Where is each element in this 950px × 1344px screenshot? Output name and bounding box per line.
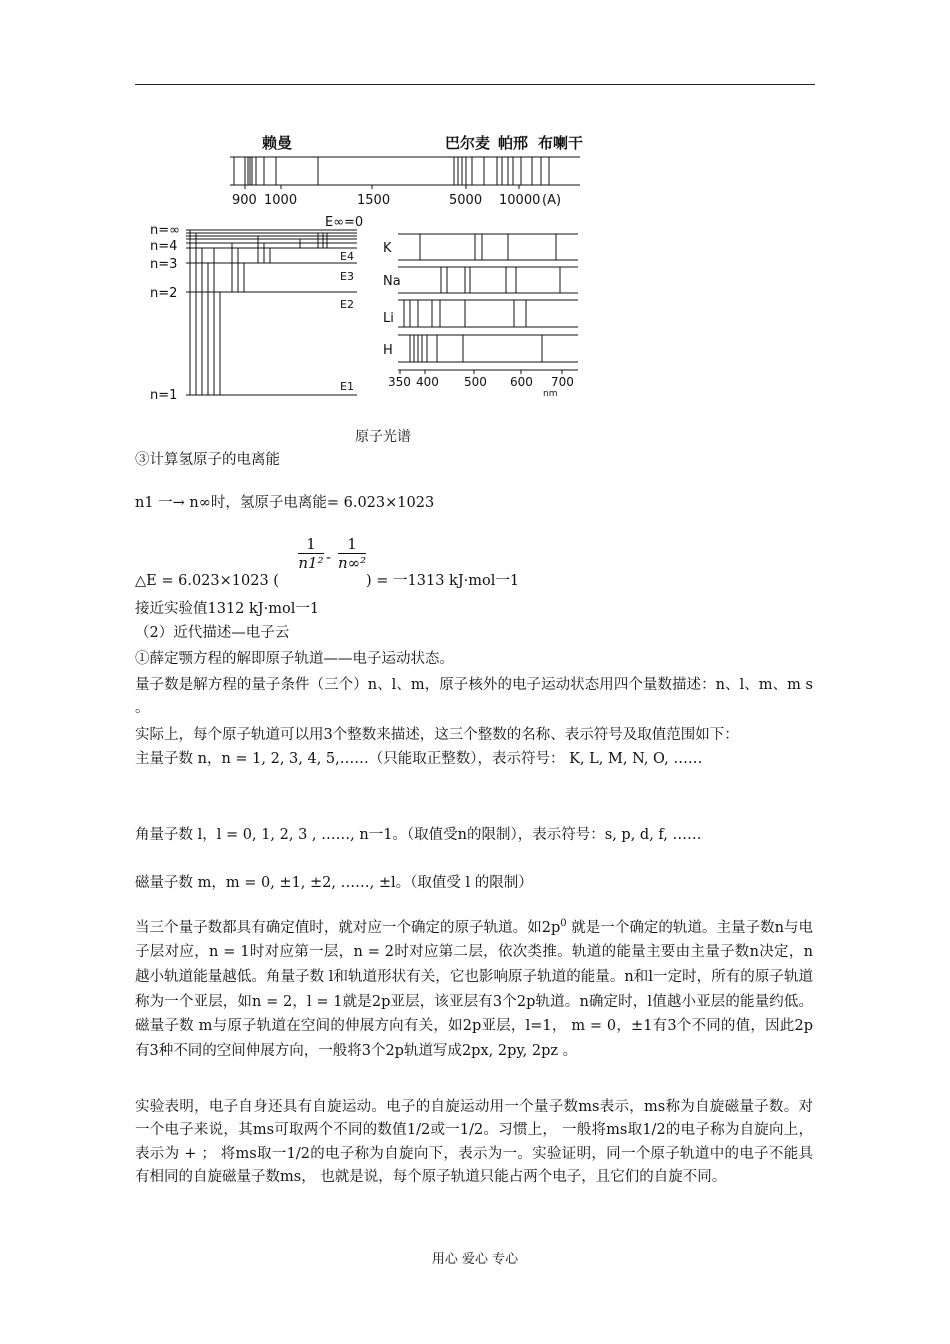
- approx-value: 接近实验值1312 kJ·mol一1: [135, 601, 320, 617]
- section2-p5: 角量子数 l，l = 0, 1, 2, 3 , ……, n一1。（取值受n的限制），表示符号：s, p, d, f, ……: [135, 827, 702, 843]
- svg-text:600: 600: [510, 375, 533, 389]
- wavelength-scale-bar: [230, 157, 580, 189]
- element-spectra: [398, 234, 578, 374]
- svg-text:1000: 1000: [264, 193, 298, 208]
- label-lyman: 赖曼: [262, 134, 293, 152]
- level-n2: n=2: [150, 286, 178, 301]
- svg-text:10000: 10000: [499, 193, 541, 208]
- svg-text:1500: 1500: [357, 193, 391, 208]
- level-n3: n=3: [150, 257, 178, 272]
- figure-caption: 原子光谱: [355, 429, 411, 445]
- element-li: Li: [383, 311, 394, 326]
- svg-text:5000: 5000: [449, 193, 483, 208]
- section2-p4: 主量子数 n，n = 1, 2, 3, 4, 5,……（只能取正整数），表示符号： K, L, M, N, O, ……: [135, 751, 703, 767]
- delta-e-right: ) = 一1313 kJ·mol一1: [366, 573, 520, 589]
- delta-e-left: △E = 6.023×1023 (: [135, 573, 279, 589]
- nm-unit: nm: [543, 389, 558, 399]
- label-balmer: 巴尔麦: [445, 134, 491, 152]
- ionization-line1: n1 一→ n∞时，氢原子电离能= 6.023×1023: [135, 495, 435, 511]
- section2-p1: ①薛定颚方程的解即原子轨道——电子运动状态。: [135, 651, 454, 667]
- svg-text:400: 400: [416, 375, 439, 389]
- energy-e1: E1: [340, 380, 354, 393]
- element-na: Na: [383, 274, 401, 289]
- svg-text:500: 500: [464, 375, 487, 389]
- section2-p7: 当三个量子数都具有确定值时，就对应一个确定的原子轨道。如$2p^0$ 就是一个确定的轨道。主量子数n与电子层对应，n = 1时对应第一层，n = 2时对应第二层，依次类推。轨道的能量主要由主量子数n决定，n越小轨道能量越低。角量子数 l和轨道形状有关，它也影响原子轨道的能量。n和l一定时，所有的原子轨道称为一个亚层，如n = 2，l = 1就是2p亚层，该亚层有3个2p轨道。n确定时，l值越小亚层的能量约低。磁量子数 m与原子轨道在空间的伸展方向有关，如2p亚层，l=1， m = 0，±1有3个不同的值，因此2p有3种不同的空间伸展方向，一般将3个2p轨道写成2px, 2py, 2pz 。: [135, 918, 813, 1059]
- element-h: H: [383, 343, 393, 358]
- section2-p8: 实验表明，电子自身还具有自旋运动。电子的自旋运动用一个量子数ms表示，ms称为自旋磁量子数。对一个电子来说，其ms可取两个不同的数值1/2或一1/2。习惯上， 一般将ms取1/2的电子称为自旋向上，表示为 + ； 将ms取一1/2的电子称为自旋向下，表示为一。实验证明，同一个原子轨道中的电子不能具有相同的自旋磁量子数ms， 也就是说，每个原子轨道只能占两个电子，且它们的自旋不同。: [135, 1099, 813, 1186]
- fraction-1: 1 n1²: [298, 535, 324, 572]
- svg-text:900: 900: [232, 193, 257, 208]
- section2-p6: 磁量子数 m，m = 0, ±1, ±2, ……, ±l。（取值受 l 的限制）: [135, 875, 533, 891]
- energy-e4: E4: [340, 250, 354, 263]
- svg-text:700: 700: [551, 375, 574, 389]
- section2-p3: 实际上，每个原子轨道可以用3个整数来描述，这三个整数的名称、表示符号及取值范围如下：: [135, 727, 739, 743]
- energy-levels: [186, 230, 357, 395]
- energy-e2: E2: [340, 298, 354, 311]
- ionization-heading: ③计算氢原子的电离能: [135, 452, 280, 468]
- label-brackett: 布喇干: [538, 134, 584, 152]
- energy-e-inf: E∞=0: [325, 215, 364, 230]
- element-k: K: [383, 241, 392, 256]
- section2-p2: 量子数是解方程的量子条件（三个）n、l、m，原子核外的电子运动状态用四个量数描述：n、l、m、m s 。: [135, 677, 813, 717]
- svg-text:(A): (A): [542, 193, 562, 208]
- section2-heading: （2）近代描述—电子云: [135, 625, 290, 641]
- label-paschen: 帕邢: [498, 134, 529, 152]
- level-n-inf: n=∞: [150, 223, 180, 238]
- svg-text:350: 350: [388, 375, 411, 389]
- page-footer: 用心 爱心 专心: [431, 1252, 519, 1267]
- fraction-minus: -: [326, 548, 332, 566]
- header-rule: [135, 84, 815, 85]
- energy-e3: E3: [340, 270, 354, 283]
- level-n1: n=1: [150, 388, 178, 403]
- fraction-2: 1 n∞²: [338, 535, 367, 572]
- level-n4: n=4: [150, 239, 178, 254]
